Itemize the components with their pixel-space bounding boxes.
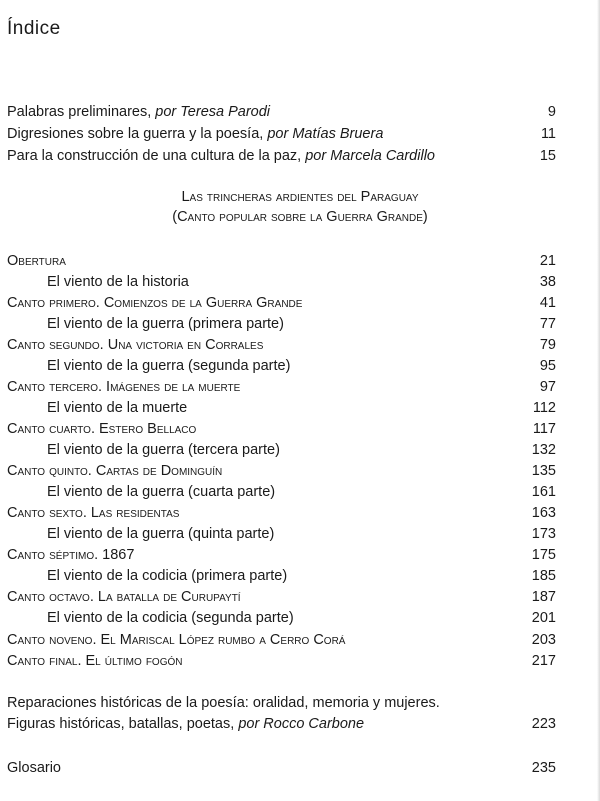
toc-entry[interactable] [0, 463, 600, 483]
toc-entry[interactable] [0, 253, 600, 273]
toc-entry-glossary[interactable] [0, 760, 600, 780]
toc-subentry[interactable] [0, 442, 600, 462]
entry-title: El viento de la guerra (quinta parte) [47, 526, 275, 542]
toc-subentry[interactable] [0, 316, 600, 336]
page-number: 235 [531, 760, 556, 776]
page-number: 41 [539, 295, 556, 311]
toc-entry[interactable] [0, 589, 600, 609]
page-number: 132 [531, 442, 556, 458]
page-number: 223 [531, 716, 556, 732]
toc-entry-peace-culture[interactable] [0, 148, 600, 168]
toc-subentry[interactable] [0, 526, 600, 546]
entry-title: Canto final. El último fogón [7, 653, 183, 669]
page-number: 187 [531, 589, 556, 605]
page-number: 173 [531, 526, 556, 542]
toc-entry-digressions[interactable] [0, 126, 600, 146]
page-number: 175 [531, 547, 556, 563]
entry-title: El viento de la guerra (tercera parte) [47, 442, 280, 458]
section-title: Las trincheras ardientes del Paraguay [181, 189, 419, 205]
entry-author: por Rocco Carbone [238, 716, 365, 732]
toc-entry-reparations[interactable] [0, 695, 600, 715]
entry-title: Canto cuarto. Estero Bellaco [7, 421, 197, 437]
toc-subentry[interactable] [0, 400, 600, 420]
page-number: 161 [531, 484, 556, 500]
page-number: 217 [531, 653, 556, 669]
page-number: 163 [531, 505, 556, 521]
entry-title: Canto segundo. Una victoria en Corrales [7, 337, 264, 353]
entry-title: Canto tercero. Imágenes de la muerte [7, 379, 241, 395]
toc-subentry[interactable] [0, 274, 600, 294]
entry-title: El viento de la codicia (segunda parte) [47, 610, 294, 626]
page-number: 201 [531, 610, 556, 626]
entry-title: Canto quinto. Cartas de Dominguín [7, 463, 223, 479]
section-subtitle: (Canto popular sobre la Guerra Grande) [172, 209, 428, 225]
page-number: 95 [539, 358, 556, 374]
entry-title: El viento de la muerte [47, 400, 188, 416]
entry-title: El viento de la historia [47, 274, 189, 290]
entry-title: Glosario [7, 760, 61, 776]
page-number: 9 [547, 104, 556, 120]
toc-entry[interactable] [0, 653, 600, 673]
page-number: 77 [539, 316, 556, 332]
toc-entry-preface[interactable] [0, 104, 600, 124]
toc-entry[interactable] [0, 337, 600, 357]
page-number: 117 [532, 421, 556, 437]
page-number: 135 [531, 463, 556, 479]
entry-title: El viento de la guerra (segunda parte) [47, 358, 291, 374]
entry-title: Canto primero. Comienzos de la Guerra Grande [7, 295, 303, 311]
entry-title: Obertura [7, 253, 66, 269]
entry-author: por Matías Bruera [267, 126, 384, 142]
entry-title: Reparaciones históricas de la poesía: oralidad, memoria y mujeres. [7, 695, 440, 711]
toc-entry[interactable] [0, 379, 600, 399]
toc-entry[interactable] [0, 505, 600, 525]
page-title: Índice [7, 18, 61, 39]
toc-subentry[interactable] [0, 358, 600, 378]
entry-title: Canto noveno. El Mariscal López rumbo a Cerro Corá [7, 632, 346, 648]
page-number: 15 [539, 148, 556, 164]
page-number: 185 [531, 568, 556, 584]
entry-title: Figuras históricas, batallas, poetas, [7, 716, 239, 732]
toc-subentry[interactable] [0, 568, 600, 588]
page-number: 97 [539, 379, 556, 395]
page-number: 203 [531, 632, 556, 648]
entry-author: por Teresa Parodi [155, 104, 271, 120]
entry-title: El viento de la guerra (primera parte) [47, 316, 284, 332]
page-number: 11 [540, 126, 556, 142]
entry-author: por Marcela Cardillo [305, 148, 435, 164]
entry-title: Canto sexto. Las residentas [7, 505, 180, 521]
page-number: 112 [532, 400, 556, 416]
page-number: 38 [539, 274, 556, 290]
entry-title: El viento de la codicia (primera parte) [47, 568, 288, 584]
entry-title: El viento de la guerra (cuarta parte) [47, 484, 276, 500]
entry-title: Para la construcción de una cultura de la paz, [7, 148, 306, 164]
entry-title: Canto séptimo. 1867 [7, 547, 135, 563]
entry-title: Digresiones sobre la guerra y la poesía, [7, 126, 268, 142]
page-number: 21 [539, 253, 556, 269]
entry-title: Canto octavo. La batalla de Curupaytí [7, 589, 241, 605]
toc-subentry[interactable] [0, 610, 600, 630]
toc-subentry[interactable] [0, 484, 600, 504]
page-number: 79 [539, 337, 556, 353]
toc-entry[interactable] [0, 295, 600, 315]
toc-entry[interactable] [0, 547, 600, 567]
toc-entry[interactable] [0, 421, 600, 441]
entry-title: Palabras preliminares, [7, 104, 156, 120]
toc-entry-historical-figures[interactable] [0, 716, 600, 736]
toc-entry[interactable] [0, 632, 600, 652]
